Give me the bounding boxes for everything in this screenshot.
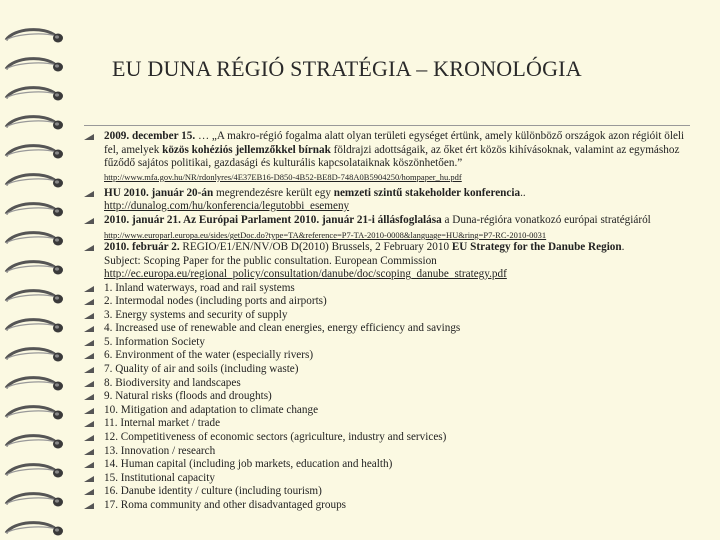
spiral-ring [6,233,63,246]
bullet-icon [84,408,94,414]
chronology-item-2010-january-21: 2010. január 21. Az Európai Parlament 2010. január 21-i állásfoglalása a Duna-régióra vonatkozó európai stratégiáról http://www.europarl.europa.eu/sides/getDoc.do?type=TA&reference=P7-TA-2010-0008&language=HU&ring=P7-RC-2010-0031 [84,214,694,242]
topic-list-item: 14. Human capital (including job markets, education and health) [84,458,694,472]
spiral-ring [6,494,63,507]
spiral-ring [6,407,63,420]
topic-list [84,282,694,513]
title-divider [84,125,690,126]
spiral-ring [6,117,63,130]
topic-list-item: 17. Roma community and other disadvantaged groups [84,499,694,513]
bullet-icon [84,313,94,319]
topic-list-item: 4. Increased use of renewable and clean energies, energy efficiency and savings [84,322,694,336]
topic-list-item: 1. Inland waterways, road and rail systems [84,282,694,296]
item-date: 2010. február 2. [104,241,180,253]
chronology-content [84,130,694,513]
chronology-item-2010-february-2: 2010. február 2. REGIO/E1/EN/NV/OB D(2010) Brussels, 2 February 2010 EU Strategy for the Danube Region. Subject: Scoping Paper for the public consultation. European Commission http://ec.europa.eu/regional_policy/consultation/danube/doc/scoping_danube_strategy.pdf [84,241,694,282]
spiral-ring [6,146,63,159]
item-date: 2009. december 15. [104,130,196,142]
bullet-icon [84,353,94,359]
topic-list-item: 7. Quality of air and soils (including waste) [84,363,694,377]
spiral-ring [6,436,63,449]
europarl-link[interactable]: http://www.europarl.europa.eu/sides/getDoc.do?type=TA&reference=P7-TA-2010-0008&language=HU&ring=P7-RC-2010-0031 [104,230,547,240]
bullet-icon [84,421,94,427]
bullet-icon [84,191,94,197]
spiral-ring [6,59,63,72]
bullet-icon [84,503,94,509]
topic-list-item: 15. Institutional capacity [84,472,694,486]
spiral-ring [6,320,63,333]
bullet-icon [84,286,94,292]
chronology-item-2010-january-20: HU 2010. január 20-án megrendezésre került egy nemzeti szintű stakeholder konferencia.. http://dunalog.com/hu/konferencia/legutobbi_esemeny [84,187,694,214]
chronology-item-2009-december: 2009. december 15. … „A makro-régió fogalma alatt olyan területi egységet értünk, amely különböző országok azon régióit öleli fel, amelyek közös kohéziós jellemzőkkel bírnak földrajzi adottságaik, az őket ért közös kihívásoknak, valamint az egymáshoz fűződő sajátos politikai, gazdasági és kulturális kapcsolataiknak köszönhetően.” http://www.mfa.gov.hu/NR/rdonlyres/4E37EB16-D850-4B52-BE8D-748A0B5904250/hompaper_hu.pdf [84,130,694,183]
subject-line: Subject: Scoping Paper for the public consultation. European Commission [104,254,437,267]
bullet-icon [84,134,94,140]
topic-list-item: 2. Intermodal nodes (including ports and airports) [84,295,694,309]
bullet-icon [84,476,94,482]
spiral-ring [6,175,63,188]
spiral-ring [6,349,63,362]
bullet-icon [84,326,94,332]
spiral-ring [6,88,63,101]
notebook-spiral-binding [0,0,80,540]
bullet-icon [84,462,94,468]
item-date: HU 2010. január 20-án [104,186,214,199]
bullet-icon [84,299,94,305]
topic-list-item: 13. Innovation / research [84,445,694,459]
bullet-icon [84,449,94,455]
topic-list-item: 6. Environment of the water (especially rivers) [84,349,694,363]
topic-list-item: 8. Biodiversity and landscapes [84,377,694,391]
spiral-ring [6,204,63,217]
bullet-icon [84,367,94,373]
bullet-icon [84,381,94,387]
topic-list-item: 9. Natural risks (floods and droughts) [84,390,694,404]
topic-list-item: 12. Competitiveness of economic sectors (agriculture, industry and services) [84,431,694,445]
spiral-ring [6,30,63,43]
topic-list-item: 16. Danube identity / culture (including tourism) [84,485,694,499]
spiral-ring [6,262,63,275]
mfa-link[interactable]: http://www.mfa.gov.hu/NR/rdonlyres/4E37EB16-D850-4B52-BE8D-748A0B5904250/hompaper_hu.pdf [104,171,462,182]
bullet-icon [84,394,94,400]
dunalog-link[interactable]: http://dunalog.com/hu/konferencia/legutobbi_esemeny [104,200,350,212]
spiral-ring [6,465,63,478]
topic-list-item: 10. Mitigation and adaptation to climate change [84,404,694,418]
bullet-icon [84,435,94,441]
bullet-icon [84,245,94,251]
spiral-ring [6,291,63,304]
bullet-icon [84,218,94,224]
bullet-icon [84,489,94,495]
bullet-icon [84,340,94,346]
scoping-paper-link[interactable]: http://ec.europa.eu/regional_policy/consultation/danube/doc/scoping_danube_strategy.pdf [104,268,507,280]
topic-list-item: 3. Energy systems and security of supply [84,309,694,323]
spiral-ring [6,523,63,536]
item-date: 2010. január 21. Az Európai Parlament 2010. január 21-i állásfoglalása [104,213,442,226]
topic-list-item: 5. Information Society [84,336,694,350]
topic-list-item: 11. Internal market / trade [84,417,694,431]
page-title: EU DUNA RÉGIÓ STRATÉGIA – KRONOLÓGIA [112,56,582,81]
spiral-ring [6,378,63,391]
